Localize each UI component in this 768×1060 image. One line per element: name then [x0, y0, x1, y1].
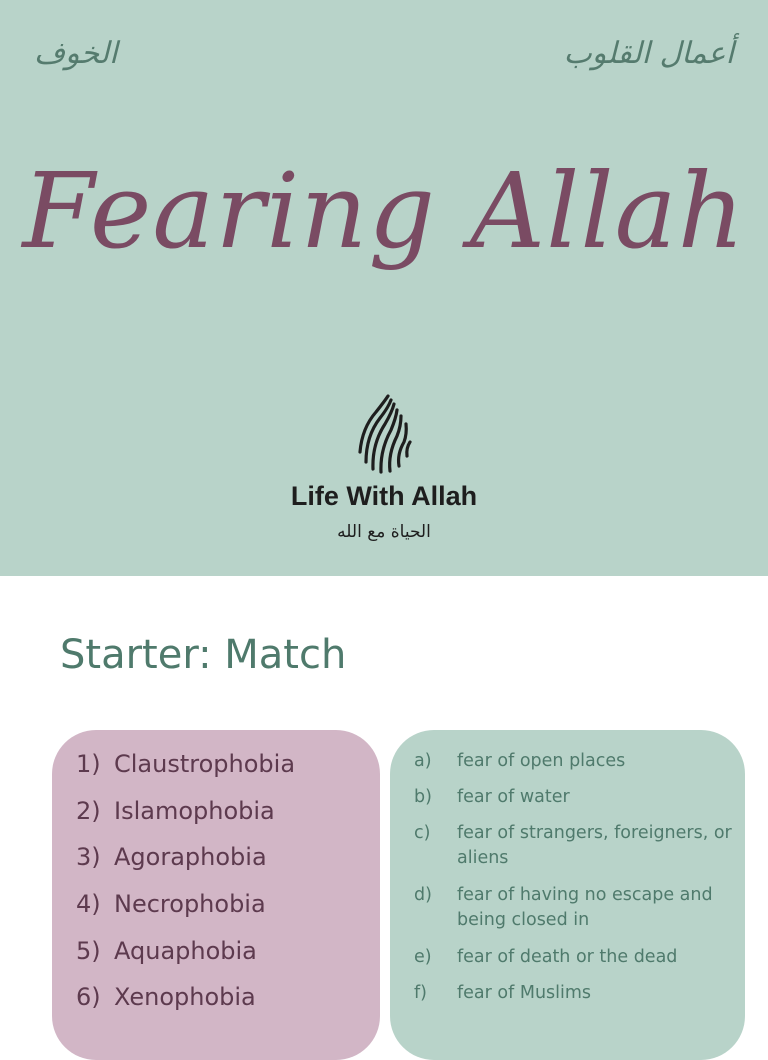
term-item: 6) Xenophobia	[76, 983, 256, 1011]
definition-item: d) fear of having no escape and being closed in	[414, 885, 713, 930]
flame-stripes-icon	[354, 392, 414, 476]
term-item: 5) Aquaphobia	[76, 937, 257, 965]
definition-item: f) fear of Muslims	[414, 983, 592, 1003]
definition-item: b) fear of water	[414, 787, 570, 807]
term-item: 3) Agoraphobia	[76, 843, 267, 871]
terms-card	[52, 730, 380, 1060]
definitions-card	[390, 730, 745, 1060]
term-item: 1) Claustrophobia	[76, 750, 296, 778]
definition-item: c) fear of strangers, foreigners, or aliens	[414, 823, 732, 868]
arabic-caption-left: الخوف	[34, 36, 118, 71]
term-item: 4) Necrophobia	[76, 890, 266, 918]
arabic-caption-right: أعمال القلوب	[563, 36, 734, 71]
section-title: Starter: Match	[60, 632, 347, 678]
definition-item: a) fear of open places	[414, 751, 626, 771]
brand-arabic: الحياة مع الله	[337, 522, 431, 542]
cover-title: Fearing Allah	[22, 150, 746, 272]
brand-name: Life With Allah	[290, 481, 478, 511]
definition-item: e) fear of death or the dead	[414, 947, 678, 967]
term-item: 2) Islamophobia	[76, 797, 275, 825]
